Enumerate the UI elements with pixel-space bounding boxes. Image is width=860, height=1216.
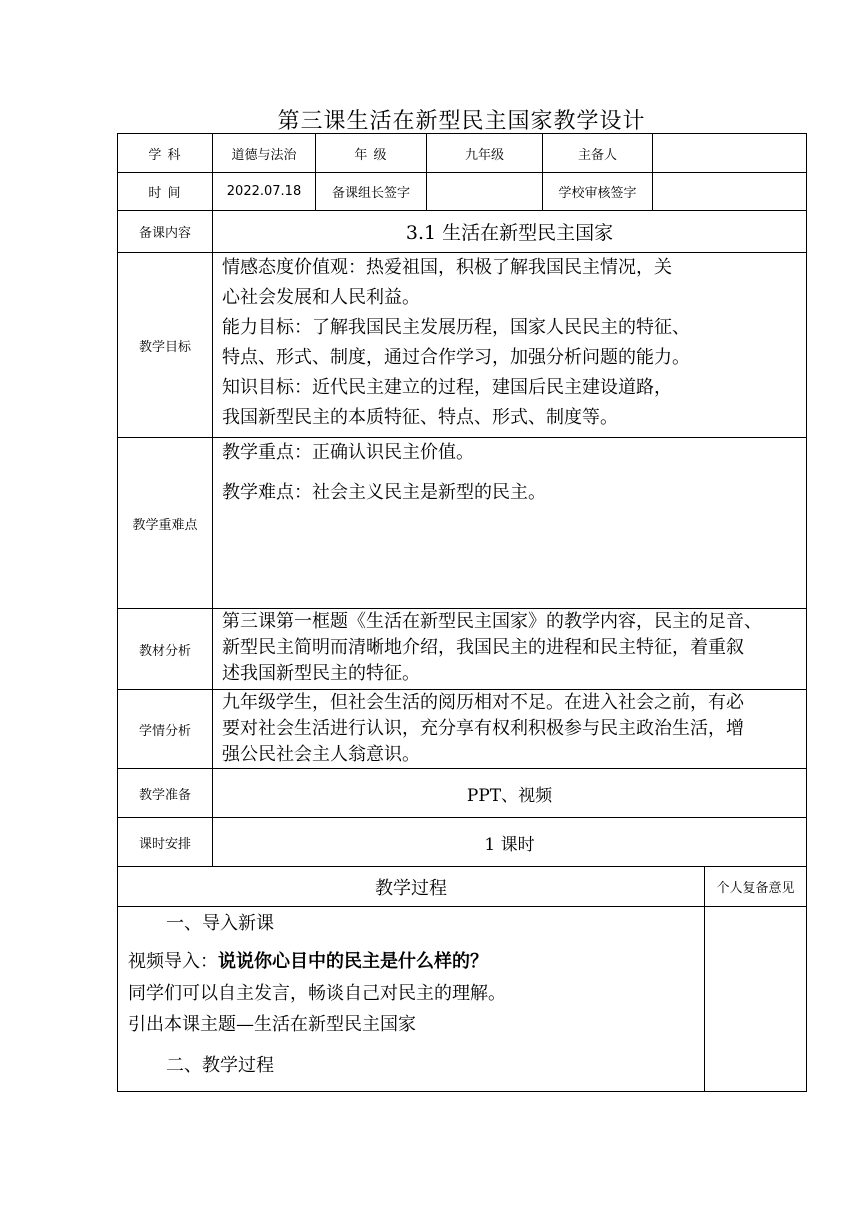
goals-label: 教学目标 bbox=[118, 253, 213, 438]
school-sign-value bbox=[653, 173, 807, 211]
row-subject bbox=[118, 134, 807, 173]
leader-sign-value bbox=[427, 173, 543, 211]
material-analysis-label: 教材分析 bbox=[118, 609, 213, 690]
document-title: 第三课生活在新型民主国家教学设计 bbox=[277, 109, 646, 134]
row-process-header bbox=[118, 867, 807, 907]
teaching-difficulty: 教学难点：社会主义民主是新型的民主。 bbox=[222, 482, 546, 503]
row-time bbox=[118, 173, 807, 211]
process-heading: 二、教学过程 bbox=[166, 1055, 274, 1076]
video-intro-line bbox=[128, 947, 488, 973]
key-points-label: 教学重难点 bbox=[118, 438, 213, 609]
goals-line: 我国新型民主的本质特征、特点、形式、制度等。 bbox=[222, 407, 618, 428]
material-line: 新型民主简明而清晰地介绍，我国民主的进程和民主特征，着重叙 bbox=[222, 637, 744, 658]
lesson-plan-table bbox=[117, 133, 807, 1092]
school-sign-label: 学校审核签字 bbox=[543, 173, 653, 211]
time-value: 2022.07.18 bbox=[213, 173, 316, 211]
material-analysis-content bbox=[213, 609, 807, 690]
preparer-value bbox=[653, 134, 807, 173]
teaching-focus: 教学重点：正确认识民主价值。 bbox=[222, 442, 474, 463]
goals-content bbox=[213, 253, 807, 438]
personal-review-header: 个人复备意见 bbox=[705, 867, 807, 907]
preparation-value: PPT、视频 bbox=[213, 769, 807, 818]
goals-line: 心社会发展和人民利益。 bbox=[222, 287, 420, 308]
student-analysis-content bbox=[213, 690, 807, 769]
row-content bbox=[118, 211, 807, 253]
intro-heading: 一、导入新课 bbox=[166, 913, 274, 934]
student-line: 强公民社会主人翁意识。 bbox=[222, 744, 420, 765]
subject-value: 道德与法治 bbox=[213, 134, 316, 173]
process-content bbox=[118, 907, 705, 1092]
goals-line: 特点、形式、制度，通过合作学习，加强分析问题的能力。 bbox=[222, 347, 690, 368]
row-student-analysis bbox=[118, 690, 807, 769]
grade-label: 年 级 bbox=[316, 134, 427, 173]
row-schedule bbox=[118, 818, 807, 867]
student-line: 要对社会生活进行认识，充分享有权利积极参与民主政治生活，增 bbox=[222, 718, 744, 739]
row-goals bbox=[118, 253, 807, 438]
video-intro-prefix: 视频导入： bbox=[128, 951, 218, 972]
schedule-label: 课时安排 bbox=[118, 818, 213, 867]
content-label: 备课内容 bbox=[118, 211, 213, 253]
personal-review-content bbox=[705, 907, 807, 1092]
preparer-label: 主备人 bbox=[543, 134, 653, 173]
grade-value: 九年级 bbox=[427, 134, 543, 173]
goals-line: 知识目标：近代民主建立的过程，建国后民主建设道路， bbox=[222, 377, 672, 398]
row-material-analysis bbox=[118, 609, 807, 690]
schedule-value: 1 课时 bbox=[213, 818, 807, 867]
material-line: 第三课第一框题《生活在新型民主国家》的教学内容，民主的足音、 bbox=[222, 611, 762, 632]
preparation-label: 教学准备 bbox=[118, 769, 213, 818]
goals-line: 情感态度价值观：热爱祖国，积极了解我国民主情况，关 bbox=[222, 257, 672, 278]
goals-line: 能力目标：了解我国民主发展历程，国家人民民主的特征、 bbox=[222, 317, 690, 338]
key-points-content bbox=[213, 438, 807, 609]
student-line: 九年级学生，但社会生活的阅历相对不足。在进入社会之前，有必 bbox=[222, 692, 744, 713]
discussion-line: 同学们可以自主发言，畅谈自己对民主的理解。 bbox=[128, 983, 506, 1004]
row-key-points bbox=[118, 438, 807, 609]
process-header: 教学过程 bbox=[118, 867, 705, 907]
theme-line: 引出本课主题—生活在新型民主国家 bbox=[128, 1014, 416, 1035]
time-label: 时 间 bbox=[118, 173, 213, 211]
video-intro-question: 说说你心目中的民主是什么样的？ bbox=[218, 951, 488, 972]
material-line: 述我国新型民主的特征。 bbox=[222, 663, 420, 684]
row-preparation bbox=[118, 769, 807, 818]
subject-label: 学 科 bbox=[118, 134, 213, 173]
content-value: 3.1 生活在新型民主国家 bbox=[213, 211, 807, 253]
row-process-body bbox=[118, 907, 807, 1092]
leader-sign-label: 备课组长签字 bbox=[316, 173, 427, 211]
student-analysis-label: 学情分析 bbox=[118, 690, 213, 769]
